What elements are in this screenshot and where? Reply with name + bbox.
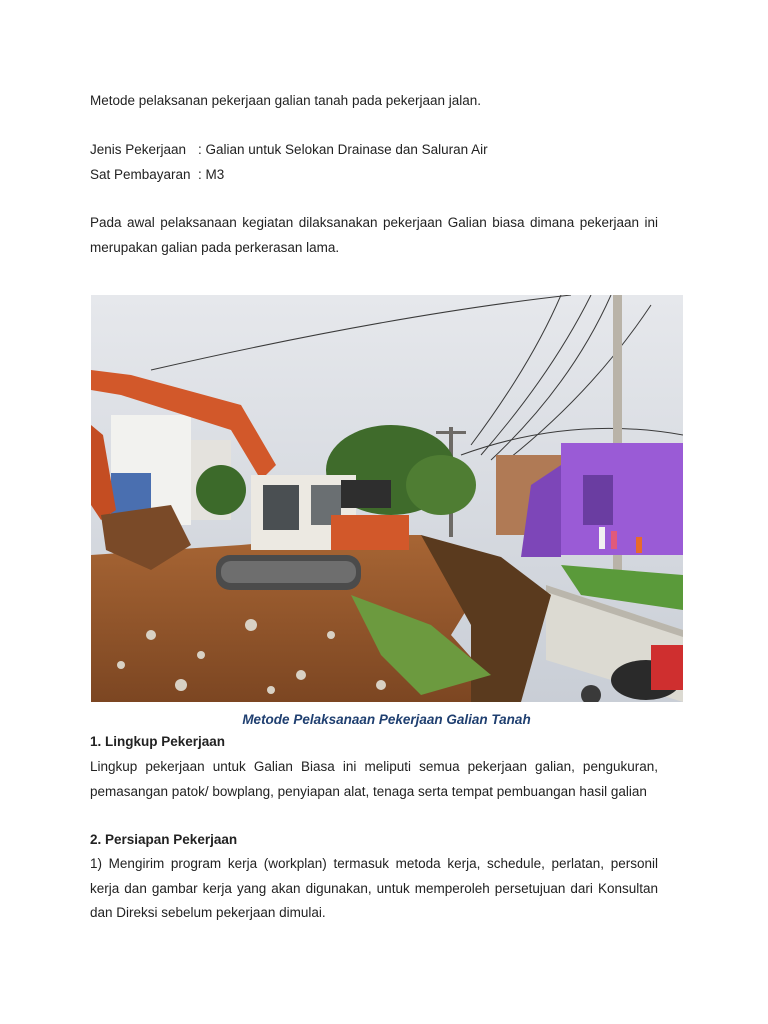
section-1-text: Lingkup pekerjaan untuk Galian Biasa ini meliputi semua pekerjaan galian, pengukuran, pemasangan patok/ bowplang, penyiapan alat, tenaga serta tempat pembuangan hasil galian (90, 759, 658, 799)
excavation-photo-illustration (91, 295, 683, 702)
jenis-pekerjaan-row (90, 138, 488, 163)
jenis-pekerjaan-value: : Galian untuk Selokan Drainase dan Saluran Air (198, 142, 488, 157)
intro-line: Metode pelaksanan pekerjaan galian tanah pada pekerjaan jalan. (90, 93, 482, 108)
sat-pembayaran-row (90, 163, 224, 188)
section-1-heading: 1. Lingkup Pekerjaan (90, 734, 226, 749)
section-2-item-1: 1) Mengirim program kerja (workplan) termasuk metoda kerja, schedule, perlatan, personil kerja dan gambar kerja yang akan digunakan, untuk memperoleh persetujuan dari Konsultan dan Direksi sebelum pekerjaan dimulai. (90, 856, 658, 920)
excavation-photo (91, 295, 683, 702)
sat-pembayaran-label: Sat Pembayaran (90, 167, 191, 182)
photo-caption: Metode Pelaksanaan Pekerjaan Galian Tanah (242, 712, 531, 727)
sat-pembayaran-value: : M3 (198, 167, 225, 182)
jenis-pekerjaan-label: Jenis Pekerjaan (90, 142, 187, 157)
paragraph-galian-biasa: Pada awal pelaksanaan kegiatan dilaksanakan pekerjaan Galian biasa dimana pekerjaan ini merupakan galian pada perkerasan lama. (90, 215, 658, 255)
section-2-heading: 2. Persiapan Pekerjaan (90, 832, 238, 847)
